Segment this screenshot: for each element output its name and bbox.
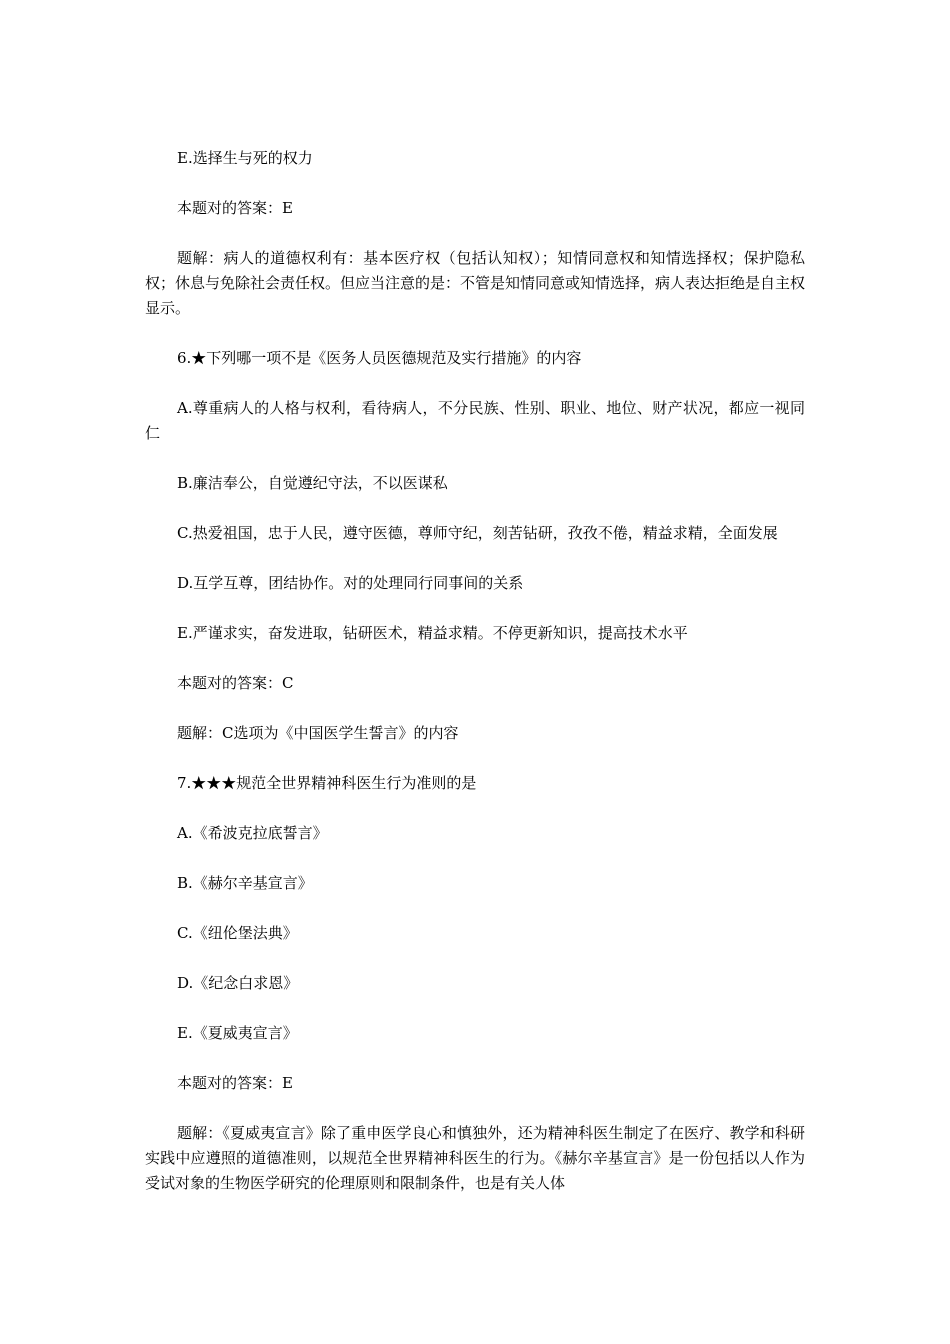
question-6-option-c: C.热爱祖国，忠于人民，遵守医德，尊师守纪，刻苦钻研，孜孜不倦，精益求精，全面发展 — [177, 524, 778, 542]
question-6-option-a: A.尊重病人的人格与权利，看待病人，不分民族、性别、职业、地位、财产状况，都应一视同仁 — [145, 399, 805, 442]
question-6-answer: 本题对的答案：C — [177, 674, 294, 692]
question-6-option-d: D.互学互尊，团结协作。对的处理同行同事间的关系 — [177, 574, 524, 592]
question-7-option-b: B.《赫尔辛基宣言》 — [177, 874, 313, 892]
answer-line: 本题对的答案：E — [177, 199, 293, 217]
question-7-answer: 本题对的答案：E — [177, 1074, 293, 1092]
question-6-explanation: 题解：C选项为《中国医学生誓言》的内容 — [177, 724, 459, 742]
question-6-option-b: B.廉洁奉公，自觉遵纪守法，不以医谋私 — [177, 474, 448, 492]
question-6-title: 6.★下列哪一项不是《医务人员医德规范及实行措施》的内容 — [177, 349, 582, 367]
question-6-option-e: E.严谨求实，奋发进取，钻研医术，精益求精。不停更新知识，提高技术水平 — [177, 624, 688, 642]
question-7-option-d: D.《纪念白求恩》 — [177, 974, 299, 992]
explanation-paragraph: 题解：病人的道德权利有：基本医疗权（包括认知权）；知情同意权和知情选择权；保护隐私权；休息与免除社会责任权。但应当注意的是：不管是知情同意或知情选择，病人表达拒绝是自主权显示。 — [145, 249, 806, 317]
question-7-title: 7.★★★规范全世界精神科医生行为准则的是 — [177, 774, 477, 792]
question-7-option-e: E.《夏威夷宣言》 — [177, 1024, 298, 1042]
question-7-explanation: 题解：《夏威夷宣言》除了重申医学良心和慎独外，还为精神科医生制定了在医疗、教学和科研实践中应遵照的道德准则，以规范全世界精神科医生的行为。《赫尔辛基宣言》是一份包括以人作为受试对象的生物医学研究的伦理原则和限制条件，也是有关人体 — [145, 1124, 805, 1192]
question-7-option-a: A.《希波克拉底誓言》 — [177, 824, 328, 842]
question-7-option-c: C.《纽伦堡法典》 — [177, 924, 298, 942]
document-page — [145, 146, 805, 1221]
option-e-line: E.选择生与死的权力 — [177, 149, 313, 167]
